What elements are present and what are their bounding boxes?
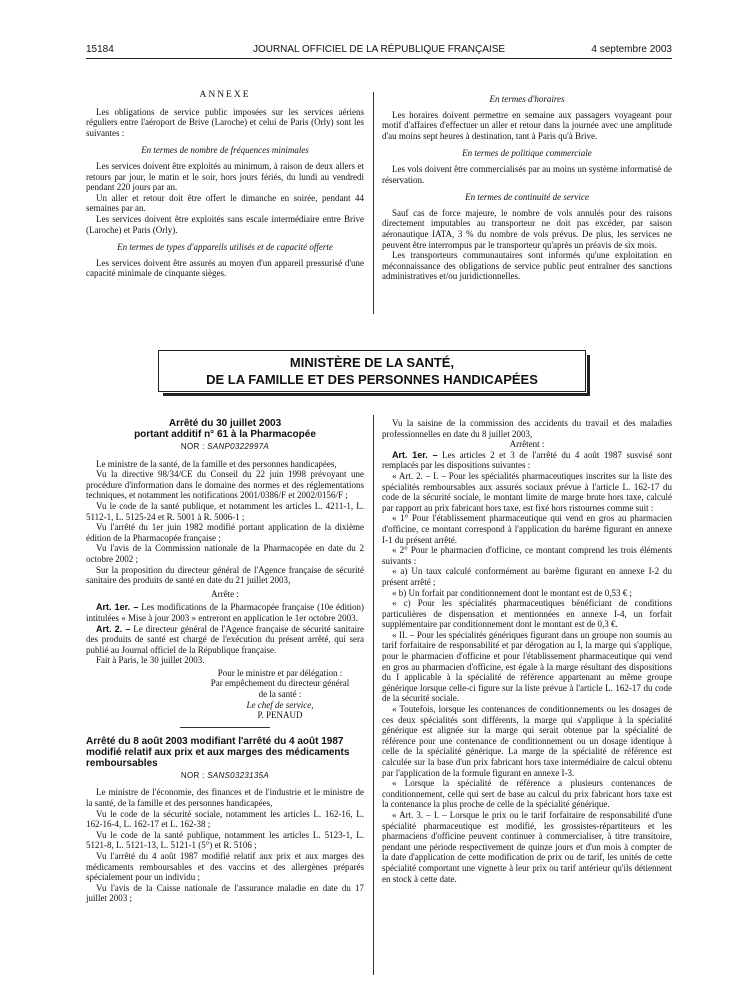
arrete2-title: Arrêté du 8 août 2003 modifiant l'arrêté du 4 août 1987 modifié relatif aux prix et aux marges des médicaments remboursables: [86, 735, 350, 769]
article-2: [86, 624, 364, 656]
ministry-banner: [158, 350, 586, 392]
article-text: Les articles 2 et 3 de l'arrêté du 4 août 1987 susvisé sont remplacés par les dispositions suivantes :: [382, 449, 672, 471]
nor-code: SANS0323135A: [207, 770, 270, 780]
nor-label: NOR :: [180, 770, 205, 780]
section-heading: En termes de politique commerciale: [462, 148, 592, 159]
nor-reference: [86, 442, 364, 453]
paragraph: Vu l'arrêté du 1er juin 1982 modifié portant application de la dixième édition de la Pharmacopée française ;: [86, 522, 364, 543]
annex-title: ANNEXE: [199, 90, 251, 100]
paragraph: Vu l'avis de la Caisse nationale de l'assurance maladie en date du 17 juillet 2003 ;: [86, 882, 364, 904]
ministry-line-1: MINISTÈRE DE LA SANTÉ,: [289, 355, 455, 370]
signatory-name: P. PENAUD: [257, 710, 303, 721]
paragraph: Sauf cas de force majeure, le nombre de vols annulés pour des raisons directement imputables au transporteur ne doit pas excéder, par saison aéronautique IATA, 3 % du nombre de vols prévus. De plus, les services ne peuvent être interrompus par le transporteur qu'après un préavis de six mois.: [382, 207, 672, 250]
signature-line: de la santé :: [258, 689, 302, 700]
fait-a-paris: Fait à Paris, le 30 juillet 2003.: [96, 655, 205, 666]
paragraph: Les services doivent être exploités sans escale intermédiaire entre Brive (Laroche) et Paris (Orly).: [86, 213, 364, 235]
arrete1-title: [86, 418, 364, 440]
paragraph: Vu la saisine de la commission des accidents du travail et des maladies professionnelles en date du 8 juillet 2003,: [382, 418, 672, 439]
paragraph: Les horaires doivent permettre en semaine aux passagers voyageant pour motif d'affaires d'effectuer un aller et retour dans la journée avec une amplitude d'au moins sept heures à destination, tant à Paris qu'à Brive.: [382, 109, 672, 141]
signature-line: Le chef de service,: [246, 699, 314, 710]
annex-right-column: [382, 94, 672, 282]
paragraph: Vu le code de la santé publique, et notamment les articles L. 4211-1, L. 5112-1, L. 5125-24 et R. 5001 à R. 5006-1 ;: [86, 500, 364, 522]
arretes-right-column: [382, 418, 672, 884]
annex-left-column: [86, 90, 364, 279]
nor-code: SANP0322997A: [207, 442, 270, 451]
arretent-label: Arrêtent :: [509, 439, 545, 450]
signature-block: [186, 668, 364, 721]
article-1: [86, 602, 364, 623]
arrete1-title-line1: Arrêté du 30 juillet 2003: [168, 418, 282, 429]
arretes-left-column: [86, 418, 364, 904]
paragraph: « Art. 2. – I. – Pour les spécialités pharmaceutiques inscrites sur la liste des spécialités remboursables aux assurés sociaux prévue à l'article L. 162-17 du code de la sécurité sociale, le montant limite de marge brute hors taxe, calculé par rapport au prix fabricant hors taxe, est fixé hors ristournes comme suit :: [382, 470, 672, 513]
paragraph: « b) Un forfait par conditionnement dont le montant est de 0,53 € ;: [392, 587, 632, 598]
section-heading: En termes de nombre de fréquences minimales: [141, 145, 309, 156]
nor-label: NOR :: [180, 442, 205, 451]
issue-date: 4 septembre 2003: [591, 44, 672, 55]
paragraph: Un aller et retour doit être offert le dimanche en soirée, pendant 44 semaines par an.: [86, 192, 364, 214]
paragraph: « Lorsque la spécialité de référence a plusieurs contenances de conditionnement, celle qui sert de base au calcul du prix fabricant hors taxe est la contenance la plus proche de celle de la spécialité générique.: [382, 778, 672, 810]
paragraph: « c) Pour les spécialités pharmaceutiques bénéficiant de conditions particulières de dispensation et mentionnées en annexe I-4, un forfait supplémentaire par conditionnement dont le montant est de 0,3 €.: [382, 598, 672, 630]
paragraph: « Art. 3. – I. – Lorsque le prix ou le tarif forfaitaire de responsabilité d'une spécialité pharmaceutique est modifié, les grossistes-répartiteurs et les pharmaciens d'officine peuvent continuer à commercialiser, à titre transitoire, pendant une période respectivement de quinze jours et d'un mois à compter de la date d'application de cette modification de prix ou de tarif, les unités de cette spécialité comportant une vignette à leur prix ou tarif antérieur qu'ils détiennent en stock à cette date.: [382, 809, 672, 884]
article-text: Le directeur général de l'Agence française de sécurité sanitaire des produits de santé est chargé de l'exécution du présent arrêté, qui sera publié au Journal officiel de la République française.: [86, 623, 365, 655]
article-1: [382, 450, 672, 471]
signature-line: Pour le ministre et par délégation :: [217, 667, 343, 678]
paragraph: Les transporteurs communautaires sont informés qu'une exploitation en méconnaissance des obligations de service public peut entraîner des sanctions administratives et/ou juridictionnelles.: [382, 250, 672, 282]
paragraph: « 1° Pour l'établissement pharmaceutique qui vend en gros au pharmacien d'officine, ce montant correspond à l'application du barème figurant en annexe I-1 du présent arrêté.: [382, 513, 672, 545]
paragraph: Vu l'arrêté du 4 août 1987 modifié relatif aux prix et aux marges des médicaments remboursables et des vaccins et des allergènes préparés spécialement pour un individu ;: [86, 851, 364, 883]
article-text: Les modifications de la Pharmacopée française (10e édition) intitulées « Mise à jour 2003 » entreront en application le 1er octobre 2003.: [86, 602, 364, 623]
paragraph: « II. – Pour les spécialités génériques figurant dans un groupe non soumis au tarif forfaitaire de responsabilité et par dérogation au I, la marge qui s'applique, pour le pharmacien d'officine et pour l'établissement pharmaceutique qui vend en gros au pharmacien d'officine, est égale à la marge résultant des dispositions du I applicable à la spécialité de référence appartenant au même groupe générique lorsque celle-ci figure sur la liste prévue à l'article L. 162-17 du code de la sécurité sociale.: [382, 629, 672, 704]
article-label: Art. 2. –: [96, 623, 131, 634]
section-heading: En termes de types d'appareils utilisés et de capacité offerte: [117, 242, 333, 253]
section-heading: En termes d'horaires: [489, 94, 565, 104]
page-header: [86, 44, 672, 59]
journal-title: JOURNAL OFFICIEL DE LA RÉPUBLIQUE FRANÇAISE: [252, 44, 506, 55]
paragraph: Vu le code de la sécurité sociale, notamment les articles L. 162-16, L. 162-16-4, L. 162-17 et L. 162-38 ;: [86, 808, 364, 830]
paragraph: Vu la directive 98/34/CE du Conseil du 22 juin 1998 prévoyant une procédure d'information dans le domaine des normes et des réglementations techniques, et notamment les notifications 2001/0386/F et 2002/0156/F ;: [86, 469, 364, 501]
paragraph: Les vols doivent être commercialisés par au moins un système informatisé de réservation.: [382, 163, 672, 185]
paragraph: « 2° Pour le pharmacien d'officine, ce montant comprend les trois éléments suivants :: [382, 545, 672, 566]
paragraph: « Toutefois, lorsque les contenances de conditionnements ou les dosages de ces deux spécialités sont différents, la marge qui s'applique à la spécialité générique est alignée sur la marge qui serait obtenue par la spécialité de référence pour une contenance de conditionnement ou un dosage identique à celle de la spécialité générique. La marge de la spécialité de référence est calculée sur la base d'un prix fabricant hors taxe intermédiaire de calcul obtenu par l'application de la formule figurant en annexe I-3.: [382, 704, 672, 778]
page-number: 15184: [86, 44, 114, 55]
ministry-line-2: DE LA FAMILLE ET DES PERSONNES HANDICAPÉES: [206, 372, 538, 387]
separator: [180, 727, 270, 728]
arrete-label: Arrête :: [211, 588, 239, 599]
column-divider: [373, 92, 374, 314]
arrete1-title-line2: portant additif n° 61 à la Pharmacopée: [134, 429, 316, 440]
paragraph: Sur la proposition du directeur général de l'Agence française de sécurité sanitaire des produits de santé en date du 21 juillet 2003,: [86, 564, 364, 586]
paragraph: Les services doivent être assurés au moyen d'un appareil pressurisé d'une capacité minimale de cinquante sièges.: [86, 257, 364, 279]
signature-line: Par empêchement du directeur général: [210, 678, 350, 689]
section-heading: En termes de continuité de service: [465, 192, 589, 203]
paragraph: Le ministre de l'économie, des finances et de l'industrie et le ministre de la santé, de la famille et des personnes handicapées,: [86, 787, 364, 809]
paragraph: Le ministre de la santé, de la famille et des personnes handicapées,: [96, 458, 337, 469]
paragraph: Vu l'avis de la Commission nationale de la Pharmacopée en date du 2 octobre 2002 ;: [86, 543, 364, 564]
article-label: Art. 1er. –: [96, 602, 139, 613]
annex-intro: Les obligations de service public imposées sur les services aériens réguliers entre l'aéroport de Brive (Laroche) et celui de Paris (Orly) sont les suivantes :: [86, 106, 364, 138]
column-divider: [373, 415, 374, 975]
article-label: Art. 1er. –: [392, 449, 438, 460]
paragraph: Vu le code de la santé publique, notamment les articles L. 5123-1, L. 5121-8, L. 5121-13, L. 5121-1 (5°) et R. 5106 ;: [86, 829, 364, 851]
paragraph: « a) Un taux calculé conformément au barème figurant en annexe I-2 du présent arrêté ;: [382, 566, 672, 587]
nor-reference: [86, 771, 364, 782]
paragraph: Les services doivent être exploités au minimum, à raison de deux allers et retours par jour, le matin et le soir, hors jours fériés, du lundi au vendredi pendant 220 jours par an.: [86, 160, 364, 193]
